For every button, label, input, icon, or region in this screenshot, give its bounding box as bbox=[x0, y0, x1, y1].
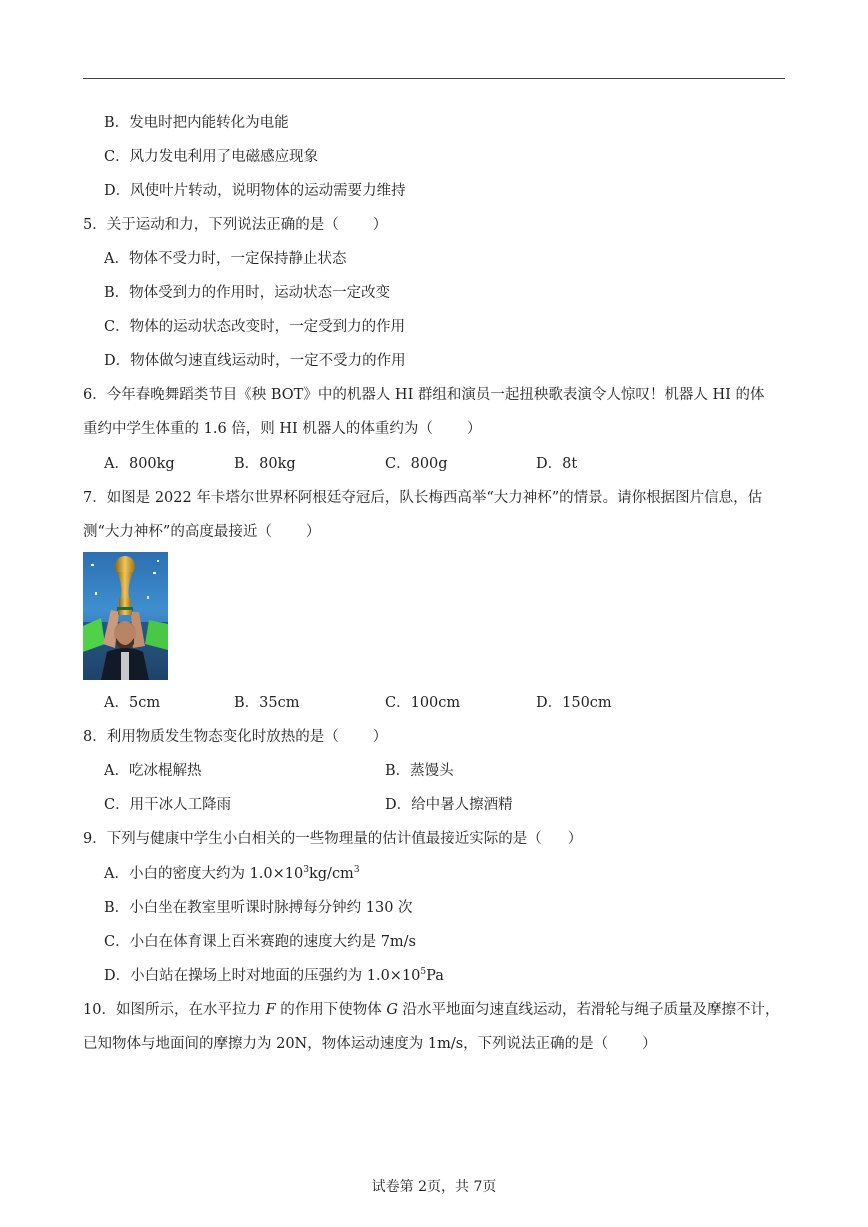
q9-option-d: D．小白站在操场上时对地面的压强约为 $1.0\times 10^5Pa$ bbox=[104, 967, 444, 984]
q4-option-c: C．风力发电利用了电磁感应现象 bbox=[104, 149, 319, 165]
q5-option-b: B．物体受到力的作用时，运动状态一定改变 bbox=[104, 285, 391, 301]
q5-option-a: A．物体不受力时，一定保持静止状态 bbox=[104, 251, 347, 267]
q8-option-b: B．蒸馒头 bbox=[385, 763, 454, 779]
q8-option-a: A．吃冰棍解热 bbox=[104, 763, 202, 779]
q9-option-c: C．小白在体育课上百米赛跑的速度大约是 7m/s bbox=[104, 934, 417, 950]
q7-option-a: A．5cm bbox=[104, 695, 161, 711]
page-footer: 试卷第 2页，共 7页 bbox=[371, 1179, 497, 1195]
q7-option-d: D．150cm bbox=[536, 695, 612, 711]
q8-option-c: C．用干冰人工降雨 bbox=[104, 797, 232, 813]
q5-option-c: C．物体的运动状态改变时，一定受到力的作用 bbox=[104, 319, 406, 335]
q7-options bbox=[104, 693, 744, 713]
q6-option-b: B．80kg bbox=[234, 456, 296, 472]
q6-option-c: C．800g bbox=[385, 456, 448, 472]
q9-stem: 9．下列与健康中学生小白相关的一些物理量的估计值最接近实际的是（ ） bbox=[83, 831, 583, 847]
header-rule bbox=[83, 78, 785, 79]
q5-option-d: D．物体做匀速直线运动时，一定不受力的作用 bbox=[104, 353, 406, 369]
q9-option-a: A．小白的密度大约为 $1.0\times 10^3kg/cm^3$ bbox=[104, 865, 360, 882]
q6-option-a: A．800kg bbox=[104, 456, 175, 472]
q4-option-d: D．风使叶片转动，说明物体的运动需要力维持 bbox=[104, 183, 406, 199]
q10-stem-line2: 已知物体与地面间的摩擦力为 20N，物体运动速度为 1m/s，下列说法正确的是（ ） bbox=[83, 1036, 657, 1052]
q10-stem-line1: 10．如图所示，在水平拉力 F 的作用下使物体 G 沿水平地面匀速直线运动，若滑轮与绳子质量及摩擦不计， bbox=[83, 1002, 780, 1018]
q6-stem-line1: 6．今年春晚舞蹈类节目《秧 BOT》中的机器人 HI 群组和演员一起扭秧歌表演令人惊叹！机器人 HI 的体 bbox=[83, 387, 765, 403]
q6-stem-line2: 重约中学生体重的 1.6 倍，则 HI 机器人的体重约为（ ） bbox=[83, 421, 482, 437]
q7-stem-line1: 7．如图是 2022 年卡塔尔世界杯阿根廷夺冠后，队长梅西高举“大力神杯”的情景。请你根据图片信息，估 bbox=[83, 490, 763, 506]
q9-option-b: B．小白坐在教室里听课时脉搏每分钟约 130 次 bbox=[104, 900, 413, 916]
q8-stem: 8．利用物质发生物态变化时放热的是（ ） bbox=[83, 729, 388, 745]
q8-options-row2 bbox=[104, 795, 744, 815]
q7-option-c: C．100cm bbox=[385, 695, 461, 711]
q7-stem-line2: 测“大力神杯”的高度最接近（ ） bbox=[83, 524, 321, 540]
world-cup-trophy-photo bbox=[83, 552, 168, 680]
q4-option-b: B．发电时把内能转化为电能 bbox=[104, 115, 289, 131]
q6-option-d: D．8t bbox=[536, 456, 578, 472]
q6-options bbox=[104, 454, 744, 474]
q7-option-b: B．35cm bbox=[234, 695, 300, 711]
q8-option-d: D．给中暑人擦酒精 bbox=[385, 797, 513, 813]
q5-stem: 5．关于运动和力，下列说法正确的是（ ） bbox=[83, 217, 388, 233]
q8-options-row1 bbox=[104, 761, 744, 781]
